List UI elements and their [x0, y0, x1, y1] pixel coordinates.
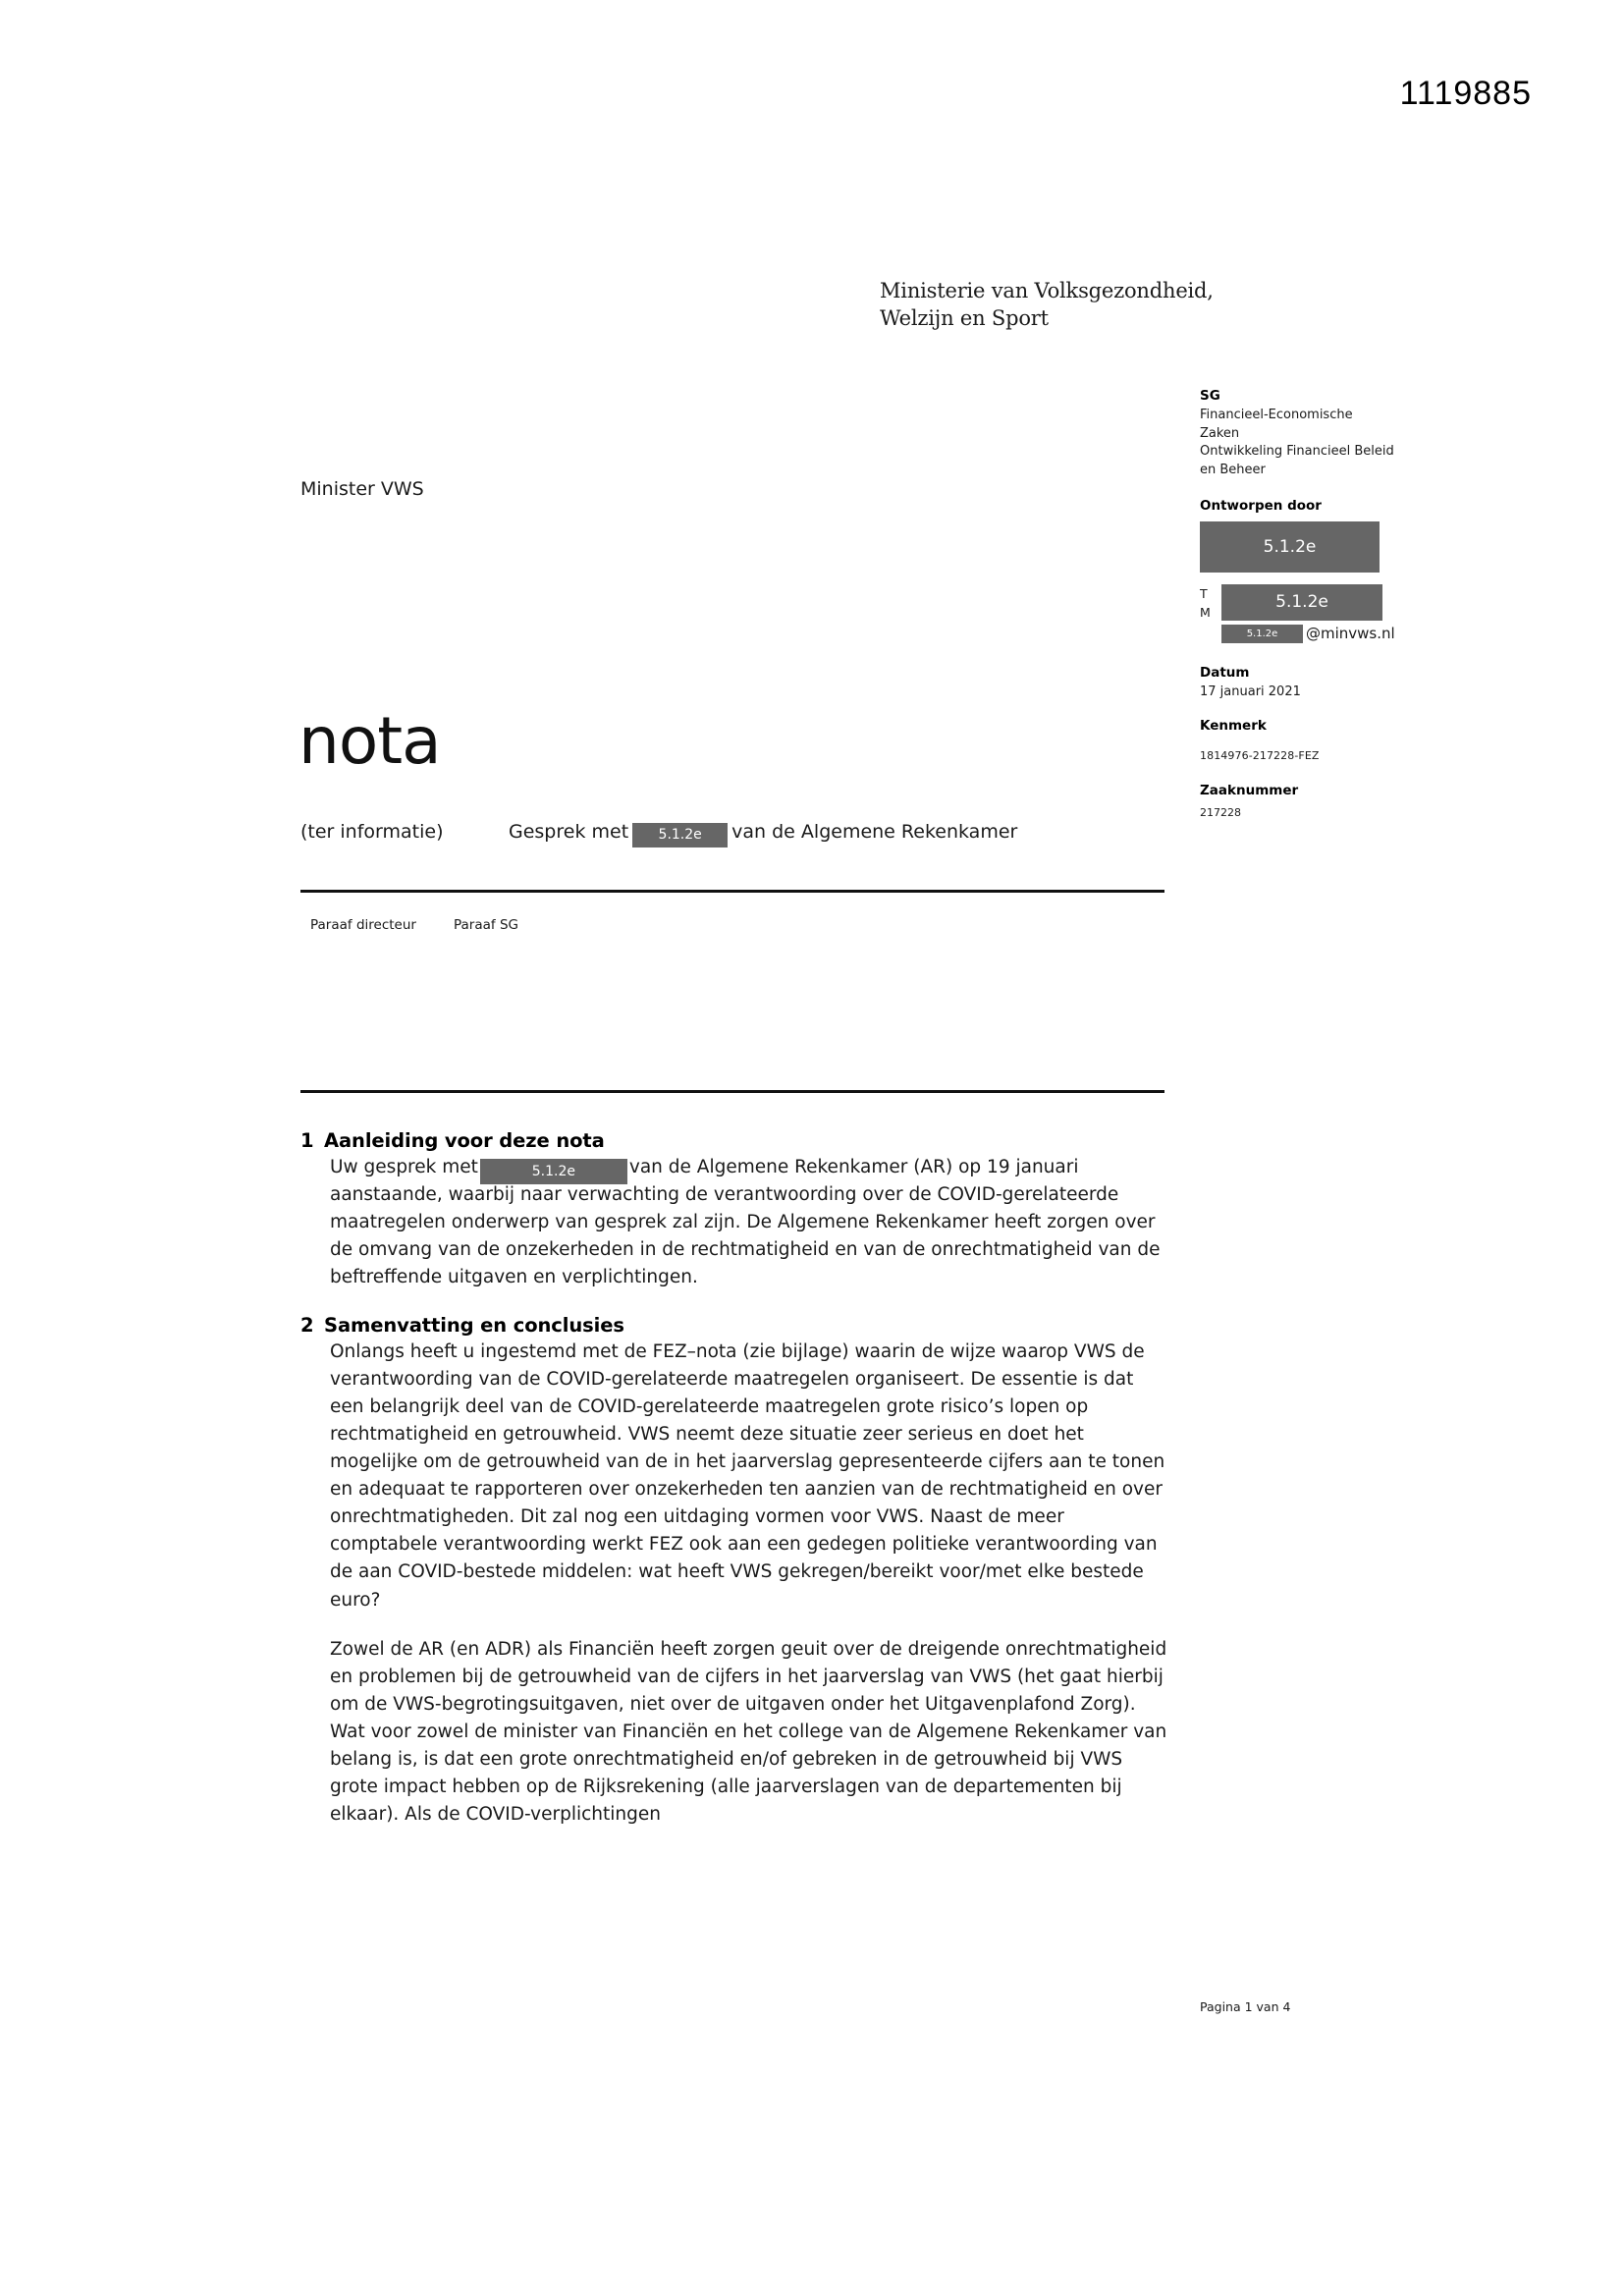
initials-row [310, 917, 518, 933]
page-footer: Pagina 1 van 4 [1200, 1999, 1291, 2014]
addressee: Minister VWS [300, 478, 424, 500]
case-value: 217228 [1200, 805, 1241, 819]
section-2-paragraph-1: Onlangs heeft u ingestemd met de FEZ–nota (zie bijlage) waarin de wijze waarop VWS de verantwoording van de COVID-gerelateerde maatregelen organiseert. De essentie is dat een belangrijk deel van de COVID-gerelateerde maatregelen grote risico’s lopen op rechtmatigheid en getrouwheid. VWS neemt deze situatie zeer serieus en doet het mogelijke om de getrouwheid van de in het jaarverslag gepresenteerde cijfers aan te tonen en adequaat te rapporteren over onzekerheden ten aanzien van de rechtmatigheid en over onrechtmatigheden. Dit zal nog een uitdaging vormen voor VWS. Naast de meer comptabele verantwoording werkt FEZ ook aan een gedegen politieke verantwoording van de aan COVID-bestede middelen: wat heeft VWS gekregen/bereikt voor/met elke bestede euro? [330, 1340, 1165, 1611]
contact-row [1200, 584, 1494, 622]
subject-before: Gesprek met [509, 821, 629, 843]
subject-after: van de Algemene Rekenkamer [731, 821, 1018, 843]
initials-director: Paraaf directeur [310, 917, 416, 933]
document-number: 1119885 [1399, 75, 1532, 112]
metadata-sidebar [1200, 387, 1494, 822]
initials-sg: Paraaf SG [454, 917, 518, 933]
redaction-section-1: 5.1.2e [480, 1159, 627, 1184]
case-label: Zaaknummer [1200, 782, 1299, 798]
email-row [1221, 625, 1494, 643]
redaction-phone: 5.1.2e [1221, 584, 1382, 621]
section-2-heading [300, 1314, 1169, 1337]
section-1 [300, 1129, 1169, 1292]
mobile-label: M [1200, 605, 1211, 621]
department-block [1200, 387, 1494, 479]
section-1-heading [300, 1129, 1169, 1152]
department-label: SG [1200, 388, 1220, 404]
contact-labels [1200, 584, 1221, 622]
section-1-paragraph [330, 1154, 1169, 1292]
redaction-email-user: 5.1.2e [1221, 625, 1303, 643]
subject-row [300, 818, 1164, 847]
department-line-2: Zaken [1200, 425, 1240, 441]
page-title: nota [298, 703, 441, 779]
section-2-number: 2 [300, 1313, 314, 1337]
email-domain: @minvws.nl [1306, 625, 1395, 643]
note-kind: (ter informatie) [300, 821, 444, 843]
ministry-wordmark [880, 278, 1214, 332]
date-block [1200, 664, 1494, 702]
section-2-paragraph-2: Zowel de AR (en ADR) als Financiën heeft zorgen geuit over de dreigende onrechtmatigheid en problemen bij de getrouwheid van de cijfers in het jaarverslag van VWS (het gaat hierbij om de VWS-begrotingsuitgaven, niet over de uitgaven onder het Uitgavenplafond Zorg). Wat voor zowel de minister van Financiën en het college van de Algemene Rekenkamer van belang is, is dat een grote onrechtmatigheid en/of gebreken in de getrouwheid bij VWS grote impact hebben op de Rijksrekening (alle jaarverslagen van de departementen bij elkaar). Als de COVID-verplichtingen [330, 1638, 1167, 1826]
redaction-subject: 5.1.2e [632, 823, 728, 847]
department-line-1: Financieel-Economische [1200, 408, 1353, 423]
section-1-lead-before: Uw gesprek met [330, 1157, 478, 1177]
section-1-lead-after: van de Algemene Rekenkamer (AR) op 19 januari aanstaande, waarbij naar verwachting de verantwoording over de COVID-gerelateerde maatregelen onderwerp van gesprek zal zijn. De Algemene Rekenkamer heeft zorgen over de omvang van de onzekerheden in de rechtmatigheid en van de onrechtmatigheid van de beftreffende uitgaven en verplichtingen. [330, 1157, 1161, 1288]
date-label: Datum [1200, 665, 1250, 682]
reference-value: 1814976-217228-FEZ [1200, 748, 1320, 762]
ministry-line-1: Ministerie van Volksgezondheid, [880, 279, 1214, 302]
section-1-title: Aanleiding voor deze nota [324, 1129, 605, 1152]
department-line-3: Ontwikkeling Financieel Beleid [1200, 444, 1394, 460]
section-2-title: Samenvatting en conclusies [324, 1313, 624, 1337]
case-block [1200, 782, 1494, 821]
document-body [300, 1129, 1169, 1850]
ministry-line-2: Welzijn en Sport [880, 305, 1049, 330]
divider-top [300, 890, 1164, 893]
phone-label: T [1200, 586, 1208, 602]
section-1-number: 1 [300, 1129, 314, 1152]
designer-block [1200, 497, 1494, 643]
reference-block [1200, 717, 1494, 764]
date-value: 17 januari 2021 [1200, 684, 1301, 700]
subject-text [509, 818, 1164, 847]
section-2-body [330, 1339, 1169, 1830]
redaction-designer-name: 5.1.2e [1200, 521, 1380, 573]
designer-label: Ontworpen door [1200, 497, 1322, 514]
reference-label: Kenmerk [1200, 717, 1267, 734]
divider-body [300, 1090, 1164, 1093]
section-1-body [330, 1154, 1169, 1292]
section-2 [300, 1314, 1169, 1830]
department-line-4: en Beheer [1200, 462, 1266, 477]
